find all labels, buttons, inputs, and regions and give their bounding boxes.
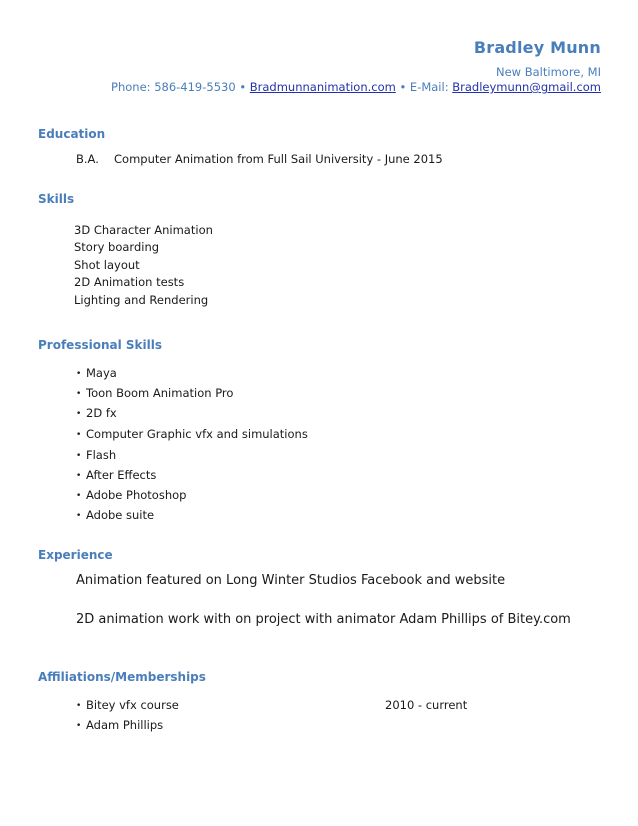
section-heading-professional-skills: Professional Skills bbox=[38, 338, 162, 352]
skill-item: Shot layout bbox=[74, 258, 140, 272]
bullet-icon: • bbox=[76, 721, 82, 731]
website-link[interactable]: Bradmunnanimation.com bbox=[249, 80, 396, 94]
email-label: • E-Mail: bbox=[395, 80, 453, 94]
education-degree: B.A. bbox=[76, 152, 99, 166]
professional-skill-item: • Adobe suite bbox=[76, 508, 155, 522]
education-detail: Computer Animation from Full Sail University - June 2015 bbox=[114, 152, 443, 166]
affiliation-date: 2010 - current bbox=[385, 698, 468, 712]
location: New Baltimore, MI bbox=[496, 65, 601, 79]
experience-item: 2D animation work with on project with animator Adam Phillips of Bitey.com bbox=[76, 612, 571, 627]
professional-skill-item: • Flash bbox=[76, 448, 117, 462]
bullet-icon: • bbox=[76, 451, 82, 461]
bullet-icon: • bbox=[76, 701, 82, 711]
professional-skill-item: • Computer Graphic vfx and simulations bbox=[76, 427, 308, 441]
section-heading-skills: Skills bbox=[38, 192, 75, 206]
skill-item: Lighting and Rendering bbox=[74, 293, 209, 307]
professional-skill-item: • Adobe Photoshop bbox=[76, 488, 187, 502]
section-heading-experience: Experience bbox=[38, 548, 113, 562]
bullet-icon: • bbox=[76, 511, 82, 521]
bullet-icon: • bbox=[76, 369, 82, 379]
bullet-icon: • bbox=[76, 491, 82, 501]
contact-line bbox=[111, 80, 601, 94]
section-heading-education: Education bbox=[38, 127, 106, 141]
bullet-icon: • bbox=[76, 471, 82, 481]
professional-skill-item: • 2D fx bbox=[76, 406, 117, 420]
professional-skill-item: • Toon Boom Animation Pro bbox=[76, 386, 234, 400]
experience-item: Animation featured on Long Winter Studios Facebook and website bbox=[76, 573, 506, 588]
resume-name: Bradley Munn bbox=[473, 38, 601, 57]
skill-item: Story boarding bbox=[74, 240, 160, 254]
phone-text: Phone: 586-419-5530 • bbox=[111, 80, 250, 94]
section-heading-affiliations: Affiliations/Memberships bbox=[38, 670, 206, 684]
bullet-icon: • bbox=[76, 409, 82, 419]
bullet-icon: • bbox=[76, 430, 82, 440]
bullet-icon: • bbox=[76, 389, 82, 399]
professional-skill-item: • After Effects bbox=[76, 468, 157, 482]
skill-item: 3D Character Animation bbox=[74, 223, 213, 237]
skill-item: 2D Animation tests bbox=[74, 275, 185, 289]
email-link[interactable]: Bradleymunn@gmail.com bbox=[452, 80, 601, 94]
professional-skill-item: • Maya bbox=[76, 366, 117, 380]
affiliation-item: • Bitey vfx course bbox=[76, 698, 179, 712]
affiliation-item: • Adam Phillips bbox=[76, 718, 164, 732]
